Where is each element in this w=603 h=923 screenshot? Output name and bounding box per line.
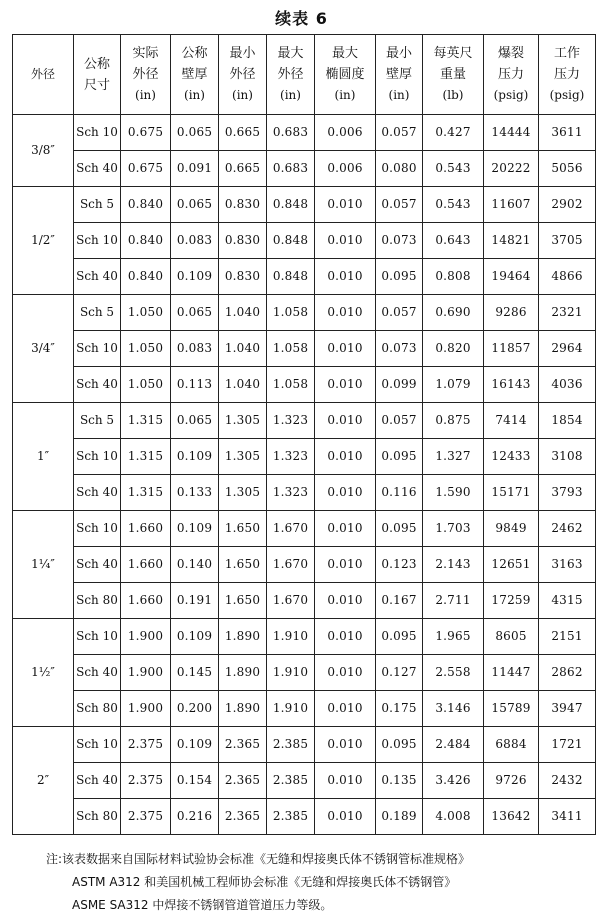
header-nominal	[74, 35, 121, 115]
value-cell: 2.375	[121, 727, 171, 763]
schedule-cell: Sch 5	[74, 403, 121, 439]
value-cell: 0.010	[315, 223, 376, 259]
value-cell: 4036	[539, 367, 596, 403]
table-body	[13, 115, 596, 835]
value-cell: 0.683	[267, 151, 315, 187]
value-cell: 1.650	[219, 583, 267, 619]
value-cell: 2.143	[423, 547, 484, 583]
value-cell: 1.900	[121, 691, 171, 727]
value-cell: 1.040	[219, 331, 267, 367]
value-cell: 3.426	[423, 763, 484, 799]
schedule-cell: Sch 5	[74, 295, 121, 331]
table-row	[13, 547, 596, 583]
value-cell: 0.010	[315, 691, 376, 727]
value-cell: 1.910	[267, 691, 315, 727]
value-cell: 2.385	[267, 799, 315, 835]
value-cell: 1.590	[423, 475, 484, 511]
value-cell: 0.065	[171, 295, 219, 331]
value-cell: 0.675	[121, 151, 171, 187]
table-row	[13, 115, 596, 151]
schedule-cell: Sch 40	[74, 367, 121, 403]
value-cell: 0.095	[376, 439, 423, 475]
value-cell: 2862	[539, 655, 596, 691]
header-burst-line: 爆裂	[497, 46, 524, 61]
value-cell: 0.116	[376, 475, 423, 511]
outer-diameter-cell: 1¼″	[13, 511, 74, 619]
value-cell: 0.010	[315, 331, 376, 367]
header-nominal_wall-line: 壁厚	[181, 67, 208, 82]
header-nominal-line: 尺寸	[83, 77, 110, 93]
schedule-cell: Sch 10	[74, 223, 121, 259]
schedule-cell: Sch 40	[74, 547, 121, 583]
schedule-cell: Sch 80	[74, 691, 121, 727]
value-cell: 13642	[484, 799, 539, 835]
value-cell: 1.890	[219, 619, 267, 655]
value-cell: 0.543	[423, 151, 484, 187]
header-max_od-line: 外径	[277, 67, 304, 82]
header-working-line: (psig)	[549, 88, 585, 102]
value-cell: 0.683	[267, 115, 315, 151]
value-cell: 0.095	[376, 511, 423, 547]
value-cell: 3163	[539, 547, 596, 583]
value-cell: 6884	[484, 727, 539, 763]
header-max_ovality-line: 最大	[331, 46, 358, 61]
value-cell: 0.010	[315, 403, 376, 439]
table-row	[13, 259, 596, 295]
value-cell: 1.050	[121, 295, 171, 331]
pipe-spec-table	[12, 34, 596, 835]
value-cell: 9849	[484, 511, 539, 547]
header-actual_od-line: (in)	[135, 88, 156, 102]
value-cell: 0.109	[171, 439, 219, 475]
header-nominal_wall	[171, 35, 219, 115]
header-working-line: 压力	[553, 67, 580, 82]
value-cell: 0.065	[171, 187, 219, 223]
value-cell: 1.323	[267, 403, 315, 439]
value-cell: 1.058	[267, 331, 315, 367]
value-cell: 0.123	[376, 547, 423, 583]
value-cell: 1.670	[267, 511, 315, 547]
value-cell: 0.140	[171, 547, 219, 583]
value-cell: 1.660	[121, 547, 171, 583]
value-cell: 0.010	[315, 799, 376, 835]
value-cell: 2964	[539, 331, 596, 367]
header-max_od-line: 最大	[277, 46, 304, 61]
header-min_wall-line: 壁厚	[385, 67, 412, 82]
value-cell: 1.323	[267, 475, 315, 511]
value-cell: 4866	[539, 259, 596, 295]
value-cell: 0.010	[315, 259, 376, 295]
value-cell: 2.375	[121, 799, 171, 835]
header-min_wall	[376, 35, 423, 115]
schedule-cell: Sch 80	[74, 799, 121, 835]
value-cell: 2432	[539, 763, 596, 799]
value-cell: 0.848	[267, 223, 315, 259]
schedule-cell: Sch 10	[74, 727, 121, 763]
outer-diameter-cell: 3/8″	[13, 115, 74, 187]
value-cell: 0.065	[171, 115, 219, 151]
value-cell: 0.127	[376, 655, 423, 691]
value-cell: 0.010	[315, 187, 376, 223]
value-cell: 1.058	[267, 295, 315, 331]
outer-diameter-cell: 2″	[13, 727, 74, 835]
table-row	[13, 223, 596, 259]
value-cell: 3705	[539, 223, 596, 259]
value-cell: 1.323	[267, 439, 315, 475]
header-actual_od-line: 外径	[132, 67, 159, 82]
table-row	[13, 655, 596, 691]
value-cell: 11607	[484, 187, 539, 223]
table-row	[13, 763, 596, 799]
value-cell: 9286	[484, 295, 539, 331]
value-cell: 0.830	[219, 187, 267, 223]
value-cell: 2321	[539, 295, 596, 331]
header-min_od-line: 外径	[229, 67, 256, 82]
header-weight	[423, 35, 484, 115]
value-cell: 0.006	[315, 151, 376, 187]
table-row	[13, 439, 596, 475]
schedule-cell: Sch 40	[74, 259, 121, 295]
value-cell: 0.006	[315, 115, 376, 151]
value-cell: 2902	[539, 187, 596, 223]
header-min_wall-line: 最小	[385, 46, 412, 61]
value-cell: 0.808	[423, 259, 484, 295]
value-cell: 0.200	[171, 691, 219, 727]
footnote-line-2: ASTM A312 和美国机械工程师协会标准《无缝和焊接奥氏体不锈钢管》	[72, 875, 457, 889]
value-cell: 0.010	[315, 475, 376, 511]
value-cell: 1.305	[219, 439, 267, 475]
value-cell: 0.010	[315, 367, 376, 403]
value-cell: 0.010	[315, 547, 376, 583]
table-row	[13, 619, 596, 655]
value-cell: 0.109	[171, 511, 219, 547]
value-cell: 0.830	[219, 259, 267, 295]
table-row	[13, 691, 596, 727]
value-cell: 0.010	[315, 583, 376, 619]
header-max_od-line: (in)	[280, 88, 301, 102]
value-cell: 0.010	[315, 295, 376, 331]
value-cell: 3947	[539, 691, 596, 727]
value-cell: 0.095	[376, 619, 423, 655]
footnote-line-1: 注:该表数据来自国际材料试验协会标准《无缝和焊接奥氏体不锈钢管标准规格》	[46, 852, 471, 866]
value-cell: 1.660	[121, 511, 171, 547]
header-min_wall-line: (in)	[388, 88, 410, 102]
value-cell: 0.109	[171, 727, 219, 763]
value-cell: 1.660	[121, 583, 171, 619]
header-min_od-line: 最小	[229, 46, 256, 61]
outer-diameter-cell: 1/2″	[13, 187, 74, 295]
value-cell: 4.008	[423, 799, 484, 835]
header-actual_od-line: 实际	[132, 46, 159, 61]
value-cell: 1.050	[121, 367, 171, 403]
table-row	[13, 187, 596, 223]
value-cell: 0.080	[376, 151, 423, 187]
header-burst-line: (psig)	[493, 88, 529, 102]
value-cell: 1.890	[219, 691, 267, 727]
value-cell: 12433	[484, 439, 539, 475]
value-cell: 0.010	[315, 655, 376, 691]
value-cell: 0.010	[315, 727, 376, 763]
value-cell: 17259	[484, 583, 539, 619]
value-cell: 7414	[484, 403, 539, 439]
value-cell: 1.315	[121, 439, 171, 475]
value-cell: 3.146	[423, 691, 484, 727]
value-cell: 2151	[539, 619, 596, 655]
value-cell: 1.305	[219, 403, 267, 439]
schedule-cell: Sch 10	[74, 115, 121, 151]
value-cell: 0.057	[376, 187, 423, 223]
value-cell: 0.010	[315, 619, 376, 655]
value-cell: 1.900	[121, 655, 171, 691]
value-cell: 1.050	[121, 331, 171, 367]
value-cell: 2.375	[121, 763, 171, 799]
value-cell: 11857	[484, 331, 539, 367]
table-row	[13, 295, 596, 331]
schedule-cell: Sch 40	[74, 655, 121, 691]
value-cell: 1721	[539, 727, 596, 763]
value-cell: 2.385	[267, 763, 315, 799]
value-cell: 1.900	[121, 619, 171, 655]
value-cell: 1.890	[219, 655, 267, 691]
value-cell: 2.711	[423, 583, 484, 619]
value-cell: 0.073	[376, 331, 423, 367]
value-cell: 0.665	[219, 151, 267, 187]
value-cell: 5056	[539, 151, 596, 187]
header-nominal_wall-line: (in)	[184, 88, 205, 102]
value-cell: 11447	[484, 655, 539, 691]
value-cell: 9726	[484, 763, 539, 799]
value-cell: 0.099	[376, 367, 423, 403]
value-cell: 0.840	[121, 259, 171, 295]
header-max_ovality-line: 椭圆度	[325, 67, 365, 82]
value-cell: 1.703	[423, 511, 484, 547]
table-row	[13, 151, 596, 187]
schedule-cell: Sch 40	[74, 475, 121, 511]
value-cell: 1.650	[219, 511, 267, 547]
value-cell: 2.558	[423, 655, 484, 691]
value-cell: 0.840	[121, 223, 171, 259]
header-od: 外径	[13, 35, 74, 115]
value-cell: 0.109	[171, 259, 219, 295]
value-cell: 3611	[539, 115, 596, 151]
value-cell: 0.083	[171, 331, 219, 367]
value-cell: 0.057	[376, 115, 423, 151]
schedule-cell: Sch 10	[74, 511, 121, 547]
value-cell: 0.875	[423, 403, 484, 439]
value-cell: 0.848	[267, 259, 315, 295]
table-row	[13, 511, 596, 547]
header-min_od	[219, 35, 267, 115]
value-cell: 4315	[539, 583, 596, 619]
value-cell: 0.010	[315, 511, 376, 547]
value-cell: 14444	[484, 115, 539, 151]
header-max_od	[267, 35, 315, 115]
value-cell: 0.643	[423, 223, 484, 259]
value-cell: 1.910	[267, 619, 315, 655]
value-cell: 3411	[539, 799, 596, 835]
header-working	[539, 35, 596, 115]
value-cell: 14821	[484, 223, 539, 259]
value-cell: 2.365	[219, 799, 267, 835]
value-cell: 0.083	[171, 223, 219, 259]
value-cell: 3108	[539, 439, 596, 475]
table-row	[13, 403, 596, 439]
header-nominal_wall-line: 公称	[181, 46, 208, 61]
value-cell: 1.910	[267, 655, 315, 691]
value-cell: 1.327	[423, 439, 484, 475]
header-weight-line: 每英尺	[433, 46, 473, 61]
value-cell: 0.543	[423, 187, 484, 223]
value-cell: 0.109	[171, 619, 219, 655]
schedule-cell: Sch 40	[74, 151, 121, 187]
outer-diameter-cell: 1½″	[13, 619, 74, 727]
header-working-line: 工作	[553, 46, 580, 61]
table-row	[13, 331, 596, 367]
value-cell: 0.427	[423, 115, 484, 151]
value-cell: 2462	[539, 511, 596, 547]
value-cell: 0.189	[376, 799, 423, 835]
value-cell: 0.113	[171, 367, 219, 403]
value-cell: 0.095	[376, 259, 423, 295]
value-cell: 0.095	[376, 727, 423, 763]
value-cell: 0.830	[219, 223, 267, 259]
table-title: 续表 6	[275, 9, 328, 28]
value-cell: 20222	[484, 151, 539, 187]
value-cell: 3793	[539, 475, 596, 511]
outer-diameter-cell: 1″	[13, 403, 74, 511]
table-row	[13, 799, 596, 835]
value-cell: 1.058	[267, 367, 315, 403]
value-cell: 0.216	[171, 799, 219, 835]
value-cell: 1.315	[121, 403, 171, 439]
header-burst-line: 压力	[497, 67, 524, 82]
value-cell: 0.665	[219, 115, 267, 151]
value-cell: 0.820	[423, 331, 484, 367]
value-cell: 0.010	[315, 439, 376, 475]
header-weight-line: (lb)	[442, 88, 464, 102]
value-cell: 12651	[484, 547, 539, 583]
value-cell: 0.091	[171, 151, 219, 187]
value-cell: 15171	[484, 475, 539, 511]
value-cell: 0.167	[376, 583, 423, 619]
header-weight-line: 重量	[439, 67, 466, 82]
schedule-cell: Sch 10	[74, 619, 121, 655]
value-cell: 0.057	[376, 295, 423, 331]
schedule-cell: Sch 80	[74, 583, 121, 619]
value-cell: 0.133	[171, 475, 219, 511]
value-cell: 16143	[484, 367, 539, 403]
table-row	[13, 367, 596, 403]
value-cell: 0.145	[171, 655, 219, 691]
value-cell: 0.135	[376, 763, 423, 799]
value-cell: 1.040	[219, 295, 267, 331]
value-cell: 1.650	[219, 547, 267, 583]
value-cell: 0.675	[121, 115, 171, 151]
value-cell: 19464	[484, 259, 539, 295]
value-cell: 2.365	[219, 727, 267, 763]
value-cell: 1.079	[423, 367, 484, 403]
value-cell: 0.848	[267, 187, 315, 223]
value-cell: 2.385	[267, 727, 315, 763]
table-row	[13, 727, 596, 763]
outer-diameter-cell: 3/4″	[13, 295, 74, 403]
value-cell: 1.040	[219, 367, 267, 403]
schedule-cell: Sch 5	[74, 187, 121, 223]
header-actual_od	[121, 35, 171, 115]
value-cell: 15789	[484, 691, 539, 727]
schedule-cell: Sch 10	[74, 439, 121, 475]
header-row	[13, 35, 596, 115]
value-cell: 1854	[539, 403, 596, 439]
header-nominal-line: 公称	[83, 56, 110, 72]
value-cell: 0.065	[171, 403, 219, 439]
header-min_od-line: (in)	[232, 88, 253, 102]
header-burst	[484, 35, 539, 115]
value-cell: 0.191	[171, 583, 219, 619]
footnote	[46, 848, 601, 917]
table-row	[13, 583, 596, 619]
value-cell: 0.010	[315, 763, 376, 799]
value-cell: 1.315	[121, 475, 171, 511]
value-cell: 0.154	[171, 763, 219, 799]
value-cell: 0.073	[376, 223, 423, 259]
schedule-cell: Sch 40	[74, 763, 121, 799]
value-cell: 8605	[484, 619, 539, 655]
value-cell: 2.365	[219, 763, 267, 799]
schedule-cell: Sch 10	[74, 331, 121, 367]
table-row	[13, 475, 596, 511]
header-max_ovality	[315, 35, 376, 115]
value-cell: 1.670	[267, 547, 315, 583]
value-cell: 0.690	[423, 295, 484, 331]
value-cell: 1.305	[219, 475, 267, 511]
value-cell: 2.484	[423, 727, 484, 763]
value-cell: 0.840	[121, 187, 171, 223]
value-cell: 1.965	[423, 619, 484, 655]
footnote-line-3: ASME SA312 中焊接不锈钢管道管道压力等级。	[72, 898, 333, 912]
header-max_ovality-line: (in)	[334, 88, 356, 102]
value-cell: 0.175	[376, 691, 423, 727]
value-cell: 1.670	[267, 583, 315, 619]
value-cell: 0.057	[376, 403, 423, 439]
